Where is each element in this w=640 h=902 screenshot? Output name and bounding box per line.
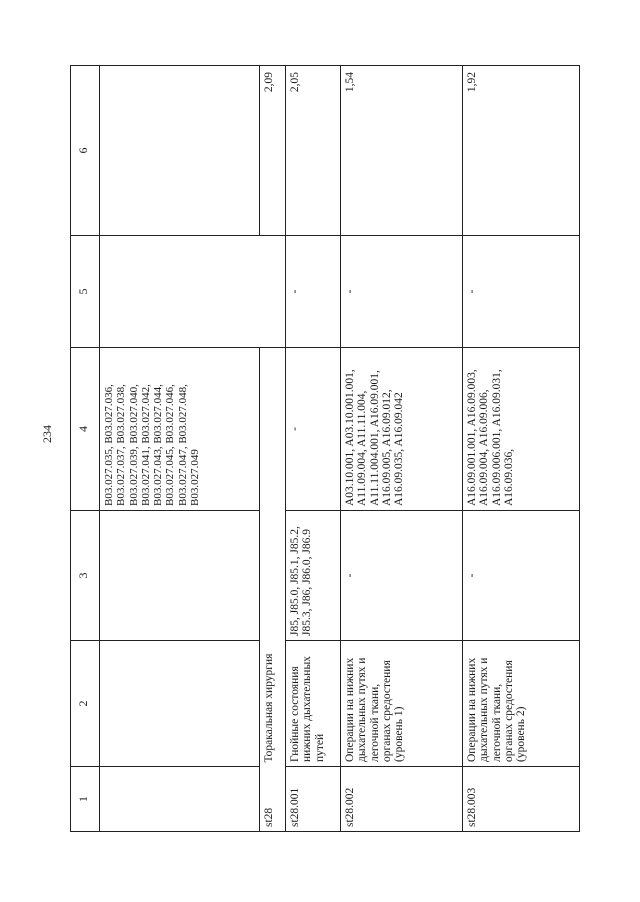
row-coef: 1,92	[463, 66, 580, 236]
row-diagnosis: -	[463, 511, 580, 641]
row-name: Операции на нижних дыхательных путях и легочной ткани, органах средостения (уровень 2)	[463, 641, 580, 767]
header-cell-5: 5	[71, 236, 100, 348]
header-cell-1: 1	[71, 767, 100, 832]
table-row-continuation	[100, 66, 260, 832]
cell-code	[100, 767, 260, 832]
header-cell-3: 3	[71, 511, 100, 641]
row-coef: 1,54	[341, 66, 463, 236]
table-row	[341, 66, 463, 832]
section-code: st28	[260, 767, 286, 832]
cell-coef	[100, 66, 260, 236]
cell-extra	[100, 236, 260, 348]
table-row-section	[260, 66, 286, 832]
row-extra: -	[463, 236, 580, 348]
row-services: A03.10.001, A03.10.001.001, A11.09.004, A11.11.004, A11.11.004.001, A16.09.001, A16.09.005, A16.09.012, A16.09.035, A16.09.042	[341, 348, 463, 511]
header-cell-6: 6	[71, 66, 100, 236]
cell-diagnosis	[100, 511, 260, 641]
section-title: Торакальная хирургия	[260, 348, 286, 767]
row-code: st28.001	[286, 767, 341, 832]
table-row	[463, 66, 580, 832]
page-number: 234	[40, 425, 54, 443]
row-diagnosis: -	[341, 511, 463, 641]
row-coef: 2,05	[286, 66, 341, 236]
header-row	[71, 66, 100, 832]
cell-name	[100, 641, 260, 767]
row-code: st28.003	[463, 767, 580, 832]
row-services: A16.09.001.001, A16.09.003, A16.09.004, A16.09.006, A16.09.006.001, A16.09.031, A16.09.036,	[463, 348, 580, 511]
row-extra: -	[341, 236, 463, 348]
row-code: st28.002	[341, 767, 463, 832]
section-coef: 2,09	[260, 66, 286, 236]
row-services: -	[286, 348, 341, 511]
row-extra: -	[286, 236, 341, 348]
section-empty	[260, 236, 286, 348]
rotated-table-container	[70, 66, 570, 832]
tariff-table	[70, 65, 580, 832]
header-cell-4: 4	[71, 348, 100, 511]
row-name: Гнойные состояния нижних дыхательных путей	[286, 641, 341, 767]
table-row	[286, 66, 341, 832]
header-cell-2: 2	[71, 641, 100, 767]
row-name: Операции на нижних дыхательных путях и легочной ткани, органах средостения (уровень 1)	[341, 641, 463, 767]
row-diagnosis: J85, J85.0, J85.1, J85.2, J85.3, J86, J86.0, J86.9	[286, 511, 341, 641]
cell-services: B03.027.035, B03.027.036, B03.027.037, B03.027.038, B03.027.039, B03.027.040, B03.027.041, B03.027.042, B03.027.043, B03.027.044, B03.027.045, B03.027.046, B03.027.047, B03.027.048, B03.027.049	[100, 348, 260, 511]
